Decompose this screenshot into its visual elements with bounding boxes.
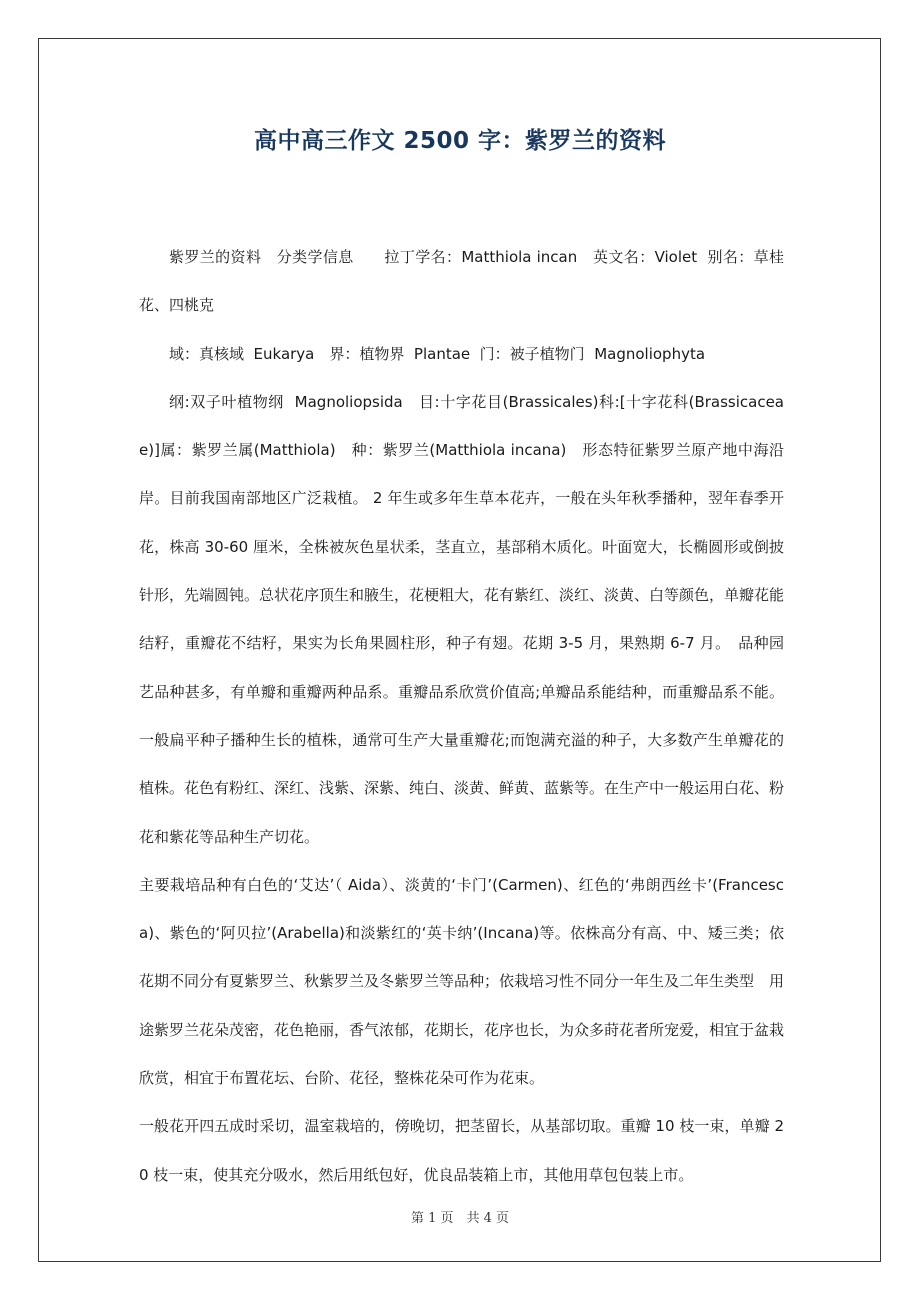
document-body <box>139 233 784 1199</box>
page-number-footer: 第 1 页 共 4 页 <box>410 1211 510 1226</box>
paragraph-domain-kingdom: 域：真核域 Eukarya 界：植物界 Plantae 门：被子植物门 Magnoliophyta <box>169 344 706 363</box>
paragraph-class-morphology: 纲:双子叶植物纲 Magnoliopsida 目:十字花目(Brassicales)科:[十字花科(Brassicaceae)]属：紫罗兰属(Matthiola) 种：紫罗兰(Matthiola incana) 形态特征紫罗兰原产地中海沿岸。目前我国南部地区广泛栽植。 2 年生或多年生草本花卉，一般在头年秋季播种，翌年春季开花，株高 30-60 厘米，全株被灰色星状柔，茎直立，基部稍木质化。叶面宽大，长椭圆形或倒披针形，先端圆钝。总状花序顶生和腋生，花梗粗大，花有紫红、淡红、淡黄、白等颜色，单瓣花能结籽，重瓣花不结籽，果实为长角果圆柱形，种子有翅。花期 3-5 月，果熟期 6-7 月。 品种园艺品种甚多，有单瓣和重瓣两种品系。重瓣品系欣赏价值高;单瓣品系能结种，而重瓣品系不能。一般扁平种子播种生长的植株，通常可生产大量重瓣花;而饱满充溢的种子，大多数产生单瓣花的植株。花色有粉红、深红、浅紫、深紫、纯白、淡黄、鲜黄、蓝紫等。在生产中一般运用白花、粉花和紫花等品种生产切花。 <box>139 392 785 846</box>
paragraph-cultivars-uses: 主要栽培品种有白色的‘艾达’（ Aida）、淡黄的‘卡门’(Carmen)、红色的‘弗朗西丝卡’(Francesca)、紫色的‘阿贝拉’(Arabella)和淡紫红的‘英卡纳’(Incana)等。依株高分有高、中、矮三类；依花期不同分有夏紫罗兰、秋紫罗兰及冬紫罗兰等品种；依栽培习性不同分一年生及二年生类型 用途紫罗兰花朵茂密，花色艳丽，香气浓郁，花期长，花序也长，为众多莳花者所宠爱，相宜于盆栽欣赏，相宜于布置花坛、台阶、花径，整株花朵可作为花束。 <box>139 875 785 1088</box>
document-title: 高中高三作文 2500 字：紫罗兰的资料 <box>253 128 667 154</box>
paragraph-taxonomy-intro: 紫罗兰的资料 分类学信息 拉丁学名：Matthiola incan 英文名：Violet 别名：草桂花、四桃克 <box>139 248 784 315</box>
paragraph-harvest: 一般花开四五成时采切，温室栽培的，傍晚切，把茎留长，从基部切取。重瓣 10 枝一束，单瓣 20 枝一束，使其充分吸水，然后用纸包好，优良品装箱上市，其他用草包包装上市。 <box>139 1117 784 1184</box>
